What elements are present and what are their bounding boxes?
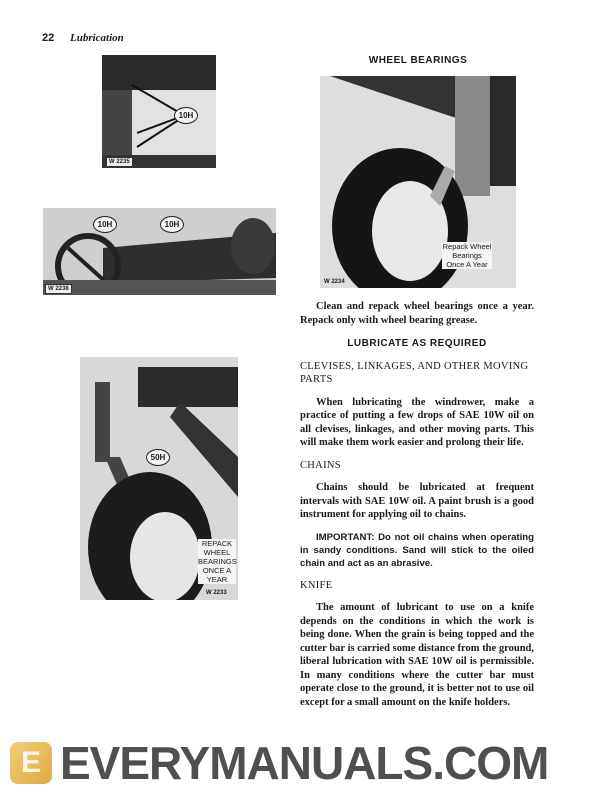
callout-line: ONCE A [202,566,232,575]
repack-callout [442,242,492,269]
chains-heading: CHAINS [300,459,341,471]
watermark-logo [10,742,52,784]
callout-line: Bearings [452,251,482,260]
machine-photo-image [43,208,276,295]
photo-w2235 [102,55,216,168]
photo-w2234 [320,76,516,288]
photo-w2233 [80,357,238,600]
callout-line: Repack Wheel [442,242,492,251]
lube-interval-badge: 10H [160,216,184,233]
knife-heading: KNIFE [300,579,333,591]
machine-photo-image [102,55,216,168]
callout-line: WHEEL [203,548,231,557]
knife-text: The amount of lubricant to use on a knife depends on the conditions in which the work is being done. When the grain is being topped and the cutter bar is carried some distance from the ground, liberal lubrication with SAE 10W oil is permissible. In many conditions where the cutter bar must operate close to the ground, it is better not to use oil except for a small amount on the knife holders. [300,602,534,708]
callout-line: REPACK [201,539,233,548]
lube-interval-badge: 50H [146,449,170,466]
wheel-bearings-heading: WHEEL BEARINGS [368,55,468,66]
callout-line: BEARINGS [198,557,237,566]
repack-callout [198,539,236,584]
page-number: 22 [42,32,55,44]
watermark-text: EVERYMANUALS.COM [60,737,549,789]
callout-line: YEAR [206,575,228,584]
photo-w2238 [43,208,276,295]
figure-id: W 2234 [324,279,345,285]
clevises-text: When lubricating the windrower, make a practice of putting a few drops of SAE 10W oil on all clevises, linkages, and other moving parts. This will make them work easier and prolong their life. [300,396,534,448]
figure-id: W 2235 [106,157,133,167]
clevises-heading: CLEVISES, LINKAGES, AND OTHER MOVING PARTS [300,360,529,385]
callout-line: Once A Year [446,260,488,269]
wheel-bearings-text: Clean and repack wheel bearings once a year. Repack only with wheel bearing grease. [300,301,534,326]
lube-interval-badge: 10H [174,107,198,124]
watermark-logo-letter: E [20,746,41,779]
page-section-title: Lubrication [70,32,124,44]
important-text: IMPORTANT: Do not oil chains when operating in sandy conditions. Sand will stick to the oiled chain and act as an abrasive. [300,531,534,569]
figure-id: W 2233 [206,590,227,596]
lube-interval-badge: 10H [93,216,117,233]
lubricate-heading: LUBRICATE AS REQUIRED [347,338,487,349]
body-text-column [300,300,534,709]
chains-text: Chains should be lubricated at frequent intervals with SAE 10W oil. A paint brush is a good instrument for applying oil to chains. [300,482,534,520]
figure-id: W 2238 [45,284,72,294]
